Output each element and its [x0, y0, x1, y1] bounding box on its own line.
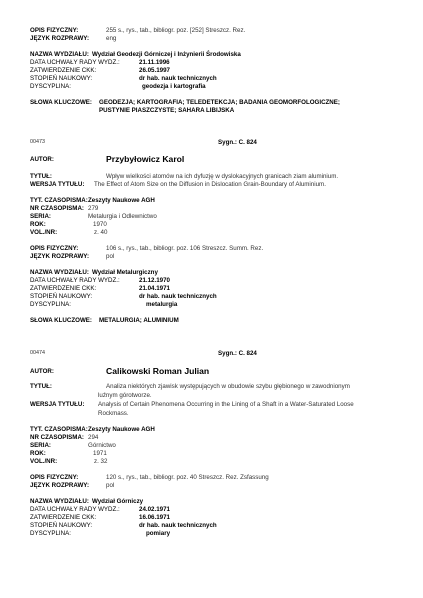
jezyk-value: pol — [106, 482, 115, 489]
vol-label: VOL./NR: — [30, 229, 58, 236]
sygnatura: Sygn.: C. 824 — [218, 139, 257, 146]
uchwala-value: 21.12.1970 — [139, 277, 170, 284]
wydzial-label: NAZWA WYDZIAŁU: — [30, 51, 89, 58]
seria-value: Górnictwo — [88, 442, 116, 449]
wydzial-value: Wydział Górniczy — [92, 498, 144, 505]
wydzial-value: Wydział Metalurgiczny — [92, 269, 158, 276]
czasopisma-label: TYT. CZASOPISMA: — [30, 426, 88, 433]
record-number: 00473 — [30, 139, 45, 145]
rok-label: ROK: — [30, 221, 46, 228]
jezyk-value: pol — [106, 253, 115, 260]
autor-value: Calikowski Roman Julian — [106, 366, 210, 376]
rok-label: ROK: — [30, 450, 46, 457]
wersja-label: WERSJA TYTUŁU: — [30, 181, 85, 188]
rok-value: 1970 — [93, 221, 107, 228]
dyscyplina-label: DYSCYPLINA: — [30, 83, 71, 90]
seria-label: SERIA: — [30, 213, 51, 220]
seria-value: Metalurgia i Odlewnictwo — [88, 213, 157, 220]
sygnatura: Sygn.: C. 824 — [218, 350, 257, 357]
uchwala-label: DATA UCHWAŁY RADY WYDZ.: — [30, 277, 120, 284]
vol-value: z. 32 — [94, 458, 108, 465]
opis-label: OPIS FIZYCZNY: — [30, 474, 79, 481]
stopien-label: STOPIEŃ NAUKOWY: — [30, 522, 93, 529]
uchwala-value: 21.11.1996 — [139, 59, 170, 66]
vol-label: VOL./NR: — [30, 458, 58, 465]
zatw-value: 21.04.1971 — [139, 285, 170, 292]
tytul-line-2: luźnym górotworze. — [98, 392, 152, 399]
autor-label: AUTOR: — [30, 368, 54, 375]
slowa-line-2: PUSTYNIE PIASZCZYSTE; SAHARA LIBIJSKA — [99, 107, 235, 114]
zatw-value: 16.06.1971 — [139, 514, 170, 521]
tytul-line-1: Analiza niektórych zjawisk występujących w obudowie szybu głębionego w zawodnionym — [106, 383, 350, 390]
rok-value: 1971 — [93, 450, 107, 457]
jezyk-label: JĘZYK ROZPRAWY: — [30, 253, 90, 260]
stopien-value: dr hab. nauk technicznych — [139, 75, 217, 82]
zatw-label: ZATWIERDZENIE CKK: — [30, 67, 97, 74]
opis-label: OPIS FIZYCZNY: — [30, 27, 79, 34]
opis-value: 106 s., rys., tab., bibliogr. poz. 106 Streszcz. Summ. Rez. — [106, 245, 264, 252]
dyscyplina-label: DYSCYPLINA: — [30, 301, 71, 308]
stopien-label: STOPIEŃ NAUKOWY: — [30, 293, 93, 300]
opis-value: 120 s., rys., tab., bibliogr. poz. 40 Streszcz. Rez. Zsfassung — [106, 474, 269, 481]
wydzial-value: Wydział Geodezji Górniczej i Inżynierii Środowiska — [92, 51, 241, 58]
wydzial-label: NAZWA WYDZIAŁU: — [30, 269, 89, 276]
nr-value: 294 — [88, 434, 99, 441]
stopien-value: dr hab. nauk technicznych — [139, 293, 217, 300]
wersja-line-2: Rockmass. — [98, 410, 129, 417]
uchwala-label: DATA UCHWAŁY RADY WYDZ.: — [30, 506, 120, 513]
jezyk-label: JĘZYK ROZPRAWY: — [30, 482, 90, 489]
seria-label: SERIA: — [30, 442, 51, 449]
vol-value: z. 40 — [94, 229, 108, 236]
dyscyplina-value: metalurgia — [146, 301, 178, 308]
record-number: 00474 — [30, 350, 45, 356]
uchwala-label: DATA UCHWAŁY RADY WYDZ.: — [30, 59, 120, 66]
tytul-label: TYTUŁ: — [30, 383, 52, 390]
wersja-label: WERSJA TYTUŁU: — [30, 401, 85, 408]
uchwala-value: 24.02.1971 — [139, 506, 170, 513]
czasopisma-value: Zeszyty Naukowe AGH — [88, 197, 155, 204]
wydzial-label: NAZWA WYDZIAŁU: — [30, 498, 89, 505]
jezyk-label: JĘZYK ROZPRAWY: — [30, 35, 90, 42]
autor-label: AUTOR: — [30, 156, 54, 163]
dyscyplina-value: pomiary — [146, 530, 171, 537]
autor-value: Przybyłowicz Karol — [106, 154, 185, 164]
zatw-value: 26.05.1997 — [139, 67, 170, 74]
slowa-line-1: GEODEZJA; KARTOGRAFIA; TELEDETEKCJA; BADANIA GEOMORFOLOGICZNE; — [99, 99, 340, 106]
wersja-value: The Effect of Atom Size on the Diffusion in Dislocation Grain-Boundary of Aluminium. — [94, 181, 326, 188]
tytul-label: TYTUŁ: — [30, 173, 52, 180]
jezyk-value: eng — [106, 35, 117, 42]
nr-label: NR CZASOPISMA: — [30, 434, 84, 441]
slowa-label: SŁOWA KLUCZOWE: — [30, 317, 92, 324]
dyscyplina-value: geodezja i kartografia — [142, 83, 206, 90]
tytul-value: Wpływ wielkości atomów na ich dyfuzję w dyslokacyjnych granicach ziam aluminium. — [106, 173, 339, 180]
stopien-value: dr hab. nauk technicznych — [139, 522, 217, 529]
dyscyplina-label: DYSCYPLINA: — [30, 530, 71, 537]
opis-label: OPIS FIZYCZNY: — [30, 245, 79, 252]
czasopisma-label: TYT. CZASOPISMA: — [30, 197, 88, 204]
czasopisma-value: Zeszyty Naukowe AGH — [88, 426, 155, 433]
stopien-label: STOPIEŃ NAUKOWY: — [30, 75, 93, 82]
zatw-label: ZATWIERDZENIE CKK: — [30, 514, 97, 521]
wersja-line-1: Analysis of Certain Phenomena Occurring in the Lining of a Shaft in a Water-Saturated Loose — [98, 401, 354, 408]
nr-label: NR CZASOPISMA: — [30, 205, 84, 212]
slowa-label: SŁOWA KLUCZOWE: — [30, 99, 92, 106]
opis-value: 255 s., rys., tab., bibliogr. poz. [252] Streszcz. Rez. — [106, 27, 246, 34]
slowa-line-1: METALURGIA; ALUMINIUM — [99, 317, 179, 324]
nr-value: 279 — [88, 205, 99, 212]
zatw-label: ZATWIERDZENIE CKK: — [30, 285, 97, 292]
